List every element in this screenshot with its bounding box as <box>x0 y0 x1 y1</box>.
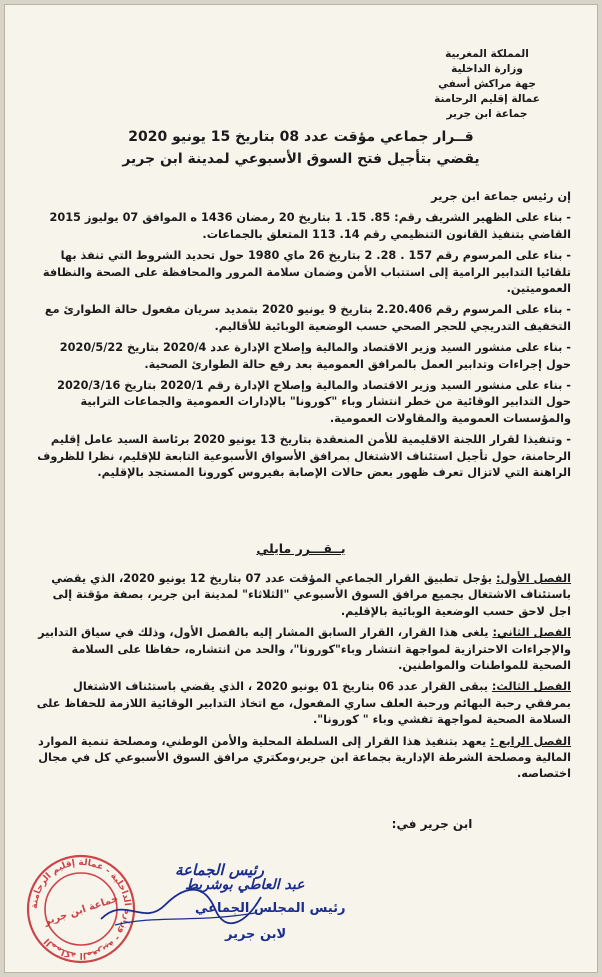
preamble-paragraph: - بناء على الظهير الشريف رقم: 85. 15. 1 بتاريخ 20 رمضان 1436 ه الموافق 07 يوليوز 2015 القاضي بتنفيذ القانون التنظيمي رقم 14. 113 المتعلق بالجماعات. <box>49 211 571 241</box>
letterhead-line: المملكة المغربية <box>445 48 529 60</box>
article-text: يؤجل تطبيق القرار الجماعي المؤقت عدد 07 بتاريخ 12 يونيو 2020، الذي يقضي باستئناف الاشتغال بجميع مرافق السوق الأسبوعي "الثلاثاء" لمدينة ابن جرير، بصفة مؤقتة إلى اجل لاحق حسب الوضعية الوبائية بالإقليم. <box>51 572 571 618</box>
preamble-paragraph: - وتنفيذا لقرار اللجنة الاقليمية للأمن المنعقدة بتاريخ 13 يونيو 2020 برئاسة السيد عامل إقليم الرحامنة، حول تأجيل استئناف الاشتغال بمرافق الأسواق الأسبوعية التابعة للإقليم، نظرا للظروف الراهنة التي لاتزال تعرف ظهور بعض حالات الإصابة بفيروس كورونا المستجد بالإقليم. <box>37 433 571 480</box>
article-text: يبقى القرار عدد 06 بتاريخ 01 يونيو 2020 ، الذي يقضي باستئناف الاشتغال بمرفقي رحبة البهائم ورحبة العلف ساري المفعول، مع اتخاذ التدابير الوقائية اللازمة للحفاظ على السلامة الصحية لمواجهة تفشي وباء " كورونا". <box>36 680 571 727</box>
article <box>35 625 571 674</box>
signatory-name: عبد العاطي بوشريط <box>185 877 305 893</box>
article-text: يعهد بتنفيذ هذا القرار إلى السلطة المحلية والأمن الوطني، ومصلحة تنمية الموارد المالية ومصلحة الشرطة الإدارية بجماعة ابن جرير،ومكتري مرافق السوق الأسبوعي كل في مجال اختصاصه. <box>38 734 571 781</box>
article-heading: الفصل الثالث: <box>491 680 571 694</box>
decree-title: قــرار جماعي مؤقت عدد 08 بتاريخ 15 يونيو 2020 <box>128 129 474 145</box>
preamble-paragraph: - بناء على منشور السيد وزير الاقتصاد والمالية وإصلاح الإدارة عدد 2020/4 بتاريخ 2020/5/22 حول إجراءات وتدابير العمل بالمرافق العمومية بعد رفع حالة الطوارئ الصحية. <box>59 341 571 371</box>
article <box>35 571 571 620</box>
decree-subtitle: يقضي بتأجيل فتح السوق الأسبوعي لمدينة ابن جرير <box>122 151 480 167</box>
preamble <box>35 189 571 487</box>
preamble-paragraph: - بناء على منشور السيد وزير الاقتصاد والمالية وإصلاح الإدارة رقم 2020/1 بتاريخ 2020/3/16 حول التدابير الوقائية من خطر انتشار وباء "كورونا" بالإدارات العمومية والجماعات الترابية والمؤسسات العمومية والمقاولات العمومية. <box>57 379 571 425</box>
place-date: ابن جرير في: <box>391 817 473 831</box>
stamp-center-text: جماعة ابن جرير <box>43 893 120 928</box>
preamble-paragraph: إن رئيس جماعة ابن جرير <box>431 190 571 203</box>
preamble-paragraph: - بناء على المرسوم رقم 157 . 28. 2 بتاريخ 26 ماي 1980 حول تحديد الشروط التي تنفذ بها تلقائيا التدابير الرامية إلى استتباب الأمن وضمان سلامة المرور والمحافظة على الصحة والنظافة العموميتين. <box>42 249 571 296</box>
article-heading: الفصل الأول: <box>495 572 571 585</box>
letterhead-line: جماعة ابن جرير <box>446 108 528 120</box>
preamble-paragraph: - بناء على المرسوم رقم 2.20.406 بتاريخ 9 يونيو 2020 بتمديد سريان مفعول حالة الطوارئ مع التخفيف التدريجي للحجر الصحي حسب الوضعية الوبائية للأقاليم. <box>44 303 571 333</box>
article-heading: الفصل الثاني: <box>492 626 571 640</box>
article <box>35 734 571 783</box>
document-page <box>4 4 598 973</box>
article-heading: الفصل الرابع : <box>490 734 571 748</box>
letterhead-line: وزارة الداخلية <box>451 63 523 75</box>
letterhead-line: جهة مراكش أسفي <box>438 78 536 90</box>
stamp-ring-text: المملكة المغربية - وزارة الداخلية - عمالة إقليم الرحامنة <box>29 857 133 961</box>
signatory-title: رئيس الجماعة <box>175 861 264 879</box>
articles <box>35 571 571 788</box>
article <box>35 679 571 728</box>
signatory-town: لابن جرير <box>225 927 287 942</box>
article-text: يلغى هذا القرار، القرار السابق المشار إليه بالفصل الأول، وذلك في سياق التدابير والإجراءات الاحترازية لمواجهة انتشار وباء"كورونا"، والحد من انتشاره، حفاظا على السلامة الصحية للمواطنات والمواطنين. <box>38 626 571 673</box>
letterhead <box>407 47 567 122</box>
decision-heading: يــقـــرر مايلي <box>256 541 346 556</box>
signatory-role: رئيس المجلس الجماعي <box>195 901 346 916</box>
letterhead-line: عمالة إقليم الرحامنة <box>434 93 540 105</box>
